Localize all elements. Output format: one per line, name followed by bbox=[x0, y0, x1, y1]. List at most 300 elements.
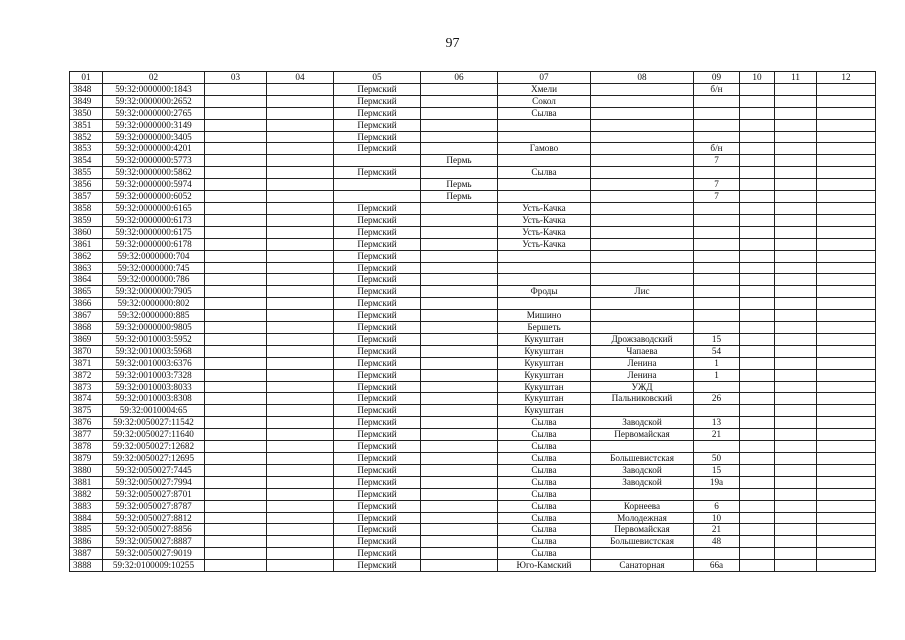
table-cell bbox=[591, 322, 694, 334]
table-cell bbox=[205, 453, 267, 465]
table-cell bbox=[267, 179, 334, 191]
table-cell: Пермский bbox=[334, 226, 421, 238]
table-cell bbox=[740, 191, 775, 203]
table-cell: Пермский bbox=[334, 298, 421, 310]
table-cell: 59:32:0000000:2765 bbox=[103, 107, 205, 119]
table-cell bbox=[817, 333, 876, 345]
table-cell: 19а bbox=[694, 476, 740, 488]
table-cell bbox=[421, 333, 498, 345]
table-cell: 59:32:0050027:8856 bbox=[103, 524, 205, 536]
table-cell: 3885 bbox=[70, 524, 103, 536]
table-cell bbox=[817, 226, 876, 238]
table-row bbox=[70, 429, 876, 441]
table-cell bbox=[740, 274, 775, 286]
table-cell bbox=[205, 286, 267, 298]
table-cell: Сылва bbox=[498, 441, 591, 453]
table-cell bbox=[421, 286, 498, 298]
table-cell bbox=[591, 83, 694, 95]
table-cell: 50 bbox=[694, 453, 740, 465]
table-cell: Сылва bbox=[498, 476, 591, 488]
table-cell bbox=[205, 191, 267, 203]
table-cell bbox=[591, 95, 694, 107]
table-row bbox=[70, 155, 876, 167]
table-cell bbox=[267, 369, 334, 381]
table-cell bbox=[205, 202, 267, 214]
table-cell bbox=[694, 95, 740, 107]
table-cell bbox=[740, 500, 775, 512]
table-cell bbox=[775, 143, 817, 155]
table-cell: 3859 bbox=[70, 214, 103, 226]
table-cell bbox=[267, 524, 334, 536]
table-cell bbox=[205, 357, 267, 369]
table-cell bbox=[267, 262, 334, 274]
table-cell: 1 bbox=[694, 369, 740, 381]
table-cell bbox=[740, 238, 775, 250]
table-cell: б/н bbox=[694, 143, 740, 155]
table-cell bbox=[267, 238, 334, 250]
table-cell: Кукуштан bbox=[498, 345, 591, 357]
table-cell bbox=[817, 262, 876, 274]
table-cell: Заводской bbox=[591, 464, 694, 476]
table-cell bbox=[205, 107, 267, 119]
table-cell: Большевистская bbox=[591, 536, 694, 548]
table-cell bbox=[267, 274, 334, 286]
table-cell: 3865 bbox=[70, 286, 103, 298]
table-row bbox=[70, 83, 876, 95]
table-row bbox=[70, 417, 876, 429]
table-cell bbox=[775, 286, 817, 298]
table-cell: Заводской bbox=[591, 476, 694, 488]
table-cell: Мишино bbox=[498, 310, 591, 322]
table-cell bbox=[498, 298, 591, 310]
table-cell: 6 bbox=[694, 500, 740, 512]
table-cell bbox=[694, 131, 740, 143]
table-row bbox=[70, 310, 876, 322]
table-row bbox=[70, 238, 876, 250]
table-row bbox=[70, 274, 876, 286]
table-cell bbox=[817, 250, 876, 262]
table-cell bbox=[205, 250, 267, 262]
table-cell: Усть-Качка bbox=[498, 226, 591, 238]
table-cell bbox=[421, 476, 498, 488]
table-cell: 21 bbox=[694, 429, 740, 441]
table-cell bbox=[205, 167, 267, 179]
table-cell bbox=[775, 429, 817, 441]
column-header: 01 bbox=[70, 72, 103, 84]
table-cell bbox=[775, 298, 817, 310]
table-cell bbox=[775, 512, 817, 524]
table-cell bbox=[421, 262, 498, 274]
table-cell: 3849 bbox=[70, 95, 103, 107]
table-cell: 59:32:0000000:704 bbox=[103, 250, 205, 262]
table-cell bbox=[205, 560, 267, 572]
table-cell bbox=[740, 548, 775, 560]
table-row bbox=[70, 524, 876, 536]
table-cell: 3888 bbox=[70, 560, 103, 572]
table-cell bbox=[775, 179, 817, 191]
table-cell: 59:32:0050027:7994 bbox=[103, 476, 205, 488]
table-cell bbox=[817, 310, 876, 322]
table-row bbox=[70, 500, 876, 512]
table-cell bbox=[740, 226, 775, 238]
table-cell bbox=[740, 262, 775, 274]
table-cell bbox=[205, 274, 267, 286]
table-cell bbox=[740, 143, 775, 155]
table-cell bbox=[775, 238, 817, 250]
table-cell bbox=[775, 191, 817, 203]
table-cell bbox=[775, 250, 817, 262]
table-cell bbox=[591, 214, 694, 226]
table-cell bbox=[817, 476, 876, 488]
table-cell bbox=[740, 405, 775, 417]
table-cell bbox=[421, 512, 498, 524]
table-cell: 59:32:0010003:6376 bbox=[103, 357, 205, 369]
table-cell: Сылва bbox=[498, 417, 591, 429]
table-cell bbox=[421, 83, 498, 95]
table-cell bbox=[775, 119, 817, 131]
table-cell bbox=[740, 155, 775, 167]
table-cell bbox=[740, 357, 775, 369]
table-cell: Пермский bbox=[334, 131, 421, 143]
table-cell: 3867 bbox=[70, 310, 103, 322]
table-cell: Пермский bbox=[334, 429, 421, 441]
table-cell: Гамово bbox=[498, 143, 591, 155]
table-cell: 59:32:0000000:5974 bbox=[103, 179, 205, 191]
table-cell bbox=[591, 107, 694, 119]
table-cell: Пермь bbox=[421, 179, 498, 191]
table-cell: Фроды bbox=[498, 286, 591, 298]
table-cell bbox=[421, 298, 498, 310]
table-cell bbox=[421, 488, 498, 500]
table-cell: 3870 bbox=[70, 345, 103, 357]
table-cell bbox=[205, 464, 267, 476]
table-cell: 3856 bbox=[70, 179, 103, 191]
table-cell bbox=[775, 393, 817, 405]
table-cell bbox=[205, 179, 267, 191]
table-cell: 59:32:0000000:6052 bbox=[103, 191, 205, 203]
table-cell bbox=[775, 333, 817, 345]
table-cell bbox=[740, 464, 775, 476]
table-cell: Пермский bbox=[334, 500, 421, 512]
table-cell: Первомайская bbox=[591, 524, 694, 536]
table-cell bbox=[694, 381, 740, 393]
table-row bbox=[70, 512, 876, 524]
table-cell bbox=[740, 417, 775, 429]
table-cell bbox=[205, 429, 267, 441]
table-cell: 3881 bbox=[70, 476, 103, 488]
table-cell bbox=[267, 536, 334, 548]
table-cell bbox=[267, 560, 334, 572]
table-cell bbox=[775, 381, 817, 393]
table-cell bbox=[205, 333, 267, 345]
table-cell: Пермский bbox=[334, 560, 421, 572]
table-cell: Пермский bbox=[334, 453, 421, 465]
table-cell: 59:32:0050027:8812 bbox=[103, 512, 205, 524]
table-cell bbox=[205, 310, 267, 322]
column-header: 04 bbox=[267, 72, 334, 84]
table-cell: 59:32:0000000:6178 bbox=[103, 238, 205, 250]
table-cell: 3864 bbox=[70, 274, 103, 286]
table-cell bbox=[267, 250, 334, 262]
table-cell: 3857 bbox=[70, 191, 103, 203]
table-row bbox=[70, 107, 876, 119]
table-cell bbox=[817, 441, 876, 453]
table-cell: Пермский bbox=[334, 369, 421, 381]
table-cell bbox=[205, 95, 267, 107]
table-cell: 3853 bbox=[70, 143, 103, 155]
table-cell bbox=[740, 441, 775, 453]
table-cell: 59:32:0050027:12695 bbox=[103, 453, 205, 465]
table-cell: 3851 bbox=[70, 119, 103, 131]
table-cell bbox=[775, 488, 817, 500]
table-cell bbox=[775, 107, 817, 119]
table-cell bbox=[740, 119, 775, 131]
table-cell bbox=[817, 119, 876, 131]
table-cell: 3879 bbox=[70, 453, 103, 465]
table-row bbox=[70, 476, 876, 488]
table-cell: Заводской bbox=[591, 417, 694, 429]
table-cell bbox=[775, 167, 817, 179]
table-cell bbox=[421, 167, 498, 179]
table-cell bbox=[740, 107, 775, 119]
table-cell: 59:32:0000000:7905 bbox=[103, 286, 205, 298]
table-cell: 59:32:0000000:745 bbox=[103, 262, 205, 274]
table-cell: Юго-Камский bbox=[498, 560, 591, 572]
table-cell: Пермский bbox=[334, 345, 421, 357]
table-cell bbox=[817, 191, 876, 203]
table-cell bbox=[775, 405, 817, 417]
table-cell: Ленина bbox=[591, 357, 694, 369]
table-cell bbox=[740, 298, 775, 310]
table-cell bbox=[817, 322, 876, 334]
table-cell bbox=[817, 429, 876, 441]
table-cell bbox=[267, 429, 334, 441]
table-cell bbox=[421, 453, 498, 465]
table-cell bbox=[498, 250, 591, 262]
table-cell bbox=[591, 548, 694, 560]
table-row bbox=[70, 369, 876, 381]
table-cell: 59:32:0050027:9019 bbox=[103, 548, 205, 560]
table-row bbox=[70, 298, 876, 310]
table-cell: 3884 bbox=[70, 512, 103, 524]
table-cell: 10 bbox=[694, 512, 740, 524]
table-cell: 3871 bbox=[70, 357, 103, 369]
table-cell: 59:32:0000000:6165 bbox=[103, 202, 205, 214]
table-cell bbox=[817, 202, 876, 214]
table-cell bbox=[421, 202, 498, 214]
table-row bbox=[70, 250, 876, 262]
table-cell bbox=[775, 202, 817, 214]
table-cell bbox=[205, 131, 267, 143]
table-cell bbox=[205, 83, 267, 95]
table-cell: 59:32:0000000:885 bbox=[103, 310, 205, 322]
table-cell bbox=[267, 131, 334, 143]
column-header: 10 bbox=[740, 72, 775, 84]
table-cell: 59:32:0000000:5862 bbox=[103, 167, 205, 179]
table-cell: Сылва bbox=[498, 488, 591, 500]
table-cell bbox=[591, 179, 694, 191]
table-cell: 13 bbox=[694, 417, 740, 429]
table-cell bbox=[740, 167, 775, 179]
table-cell: 3863 bbox=[70, 262, 103, 274]
table-cell bbox=[421, 143, 498, 155]
table-cell: 3868 bbox=[70, 322, 103, 334]
table-cell bbox=[775, 464, 817, 476]
table-body bbox=[70, 83, 876, 571]
table-cell bbox=[205, 298, 267, 310]
table-cell bbox=[775, 476, 817, 488]
table-cell: Пермский bbox=[334, 202, 421, 214]
table-row bbox=[70, 345, 876, 357]
table-cell bbox=[421, 214, 498, 226]
table-cell: Пермский bbox=[334, 143, 421, 155]
table-cell bbox=[421, 417, 498, 429]
table-cell bbox=[267, 95, 334, 107]
column-header: 05 bbox=[334, 72, 421, 84]
table-cell: 3848 bbox=[70, 83, 103, 95]
table-cell bbox=[740, 322, 775, 334]
table-cell bbox=[694, 548, 740, 560]
table-cell bbox=[267, 83, 334, 95]
table-cell bbox=[694, 202, 740, 214]
table-cell: 59:32:0010003:8033 bbox=[103, 381, 205, 393]
table-cell bbox=[817, 345, 876, 357]
table-cell: Пермский bbox=[334, 107, 421, 119]
table-cell: Кукуштан bbox=[498, 381, 591, 393]
table-cell bbox=[817, 500, 876, 512]
table-cell bbox=[740, 524, 775, 536]
table-cell: 1 bbox=[694, 357, 740, 369]
table-cell bbox=[817, 524, 876, 536]
table-cell bbox=[421, 226, 498, 238]
table-cell bbox=[205, 441, 267, 453]
table-cell bbox=[421, 107, 498, 119]
table-cell bbox=[694, 238, 740, 250]
table-cell bbox=[267, 202, 334, 214]
table-row bbox=[70, 464, 876, 476]
table-cell: Пермский bbox=[334, 95, 421, 107]
table-cell: Хмели bbox=[498, 83, 591, 95]
table-cell: 3874 bbox=[70, 393, 103, 405]
table-cell bbox=[591, 488, 694, 500]
table-cell bbox=[421, 95, 498, 107]
table-cell bbox=[421, 500, 498, 512]
table-cell: 59:32:0050027:12682 bbox=[103, 441, 205, 453]
table-cell bbox=[817, 131, 876, 143]
table-cell: 59:32:0050027:7445 bbox=[103, 464, 205, 476]
table-cell bbox=[817, 405, 876, 417]
table-row bbox=[70, 262, 876, 274]
table-cell bbox=[817, 179, 876, 191]
table-cell bbox=[740, 393, 775, 405]
table-cell: 59:32:0000000:5773 bbox=[103, 155, 205, 167]
table-cell: Сылва bbox=[498, 429, 591, 441]
table-cell bbox=[334, 179, 421, 191]
table-cell: 59:32:0000000:6175 bbox=[103, 226, 205, 238]
table-cell bbox=[591, 131, 694, 143]
table-cell bbox=[205, 226, 267, 238]
table-cell bbox=[205, 405, 267, 417]
table-cell bbox=[740, 83, 775, 95]
table-cell bbox=[267, 333, 334, 345]
table-cell: 3876 bbox=[70, 417, 103, 429]
table-cell bbox=[775, 441, 817, 453]
table-row bbox=[70, 191, 876, 203]
table-cell: Пермь bbox=[421, 155, 498, 167]
table-cell: Пермский bbox=[334, 393, 421, 405]
table-cell bbox=[267, 167, 334, 179]
table-cell: Кукуштан bbox=[498, 357, 591, 369]
table-cell bbox=[694, 107, 740, 119]
table-cell: Корнеева bbox=[591, 500, 694, 512]
table-cell bbox=[421, 393, 498, 405]
table-cell bbox=[421, 536, 498, 548]
table-cell: Кукуштан bbox=[498, 393, 591, 405]
table-cell bbox=[205, 322, 267, 334]
table-cell bbox=[740, 250, 775, 262]
table-cell bbox=[421, 405, 498, 417]
table-row bbox=[70, 333, 876, 345]
table-cell: Пермь bbox=[421, 191, 498, 203]
table-cell bbox=[267, 155, 334, 167]
table-cell bbox=[740, 95, 775, 107]
table-cell bbox=[775, 274, 817, 286]
table-cell: Сылва bbox=[498, 453, 591, 465]
table-cell bbox=[817, 536, 876, 548]
table-cell: 3883 bbox=[70, 500, 103, 512]
table-cell bbox=[498, 274, 591, 286]
table-cell: Пермский bbox=[334, 262, 421, 274]
table-cell bbox=[740, 202, 775, 214]
table-cell bbox=[267, 512, 334, 524]
table-cell bbox=[205, 119, 267, 131]
table-cell bbox=[267, 441, 334, 453]
table-cell bbox=[740, 476, 775, 488]
table-cell: 3887 bbox=[70, 548, 103, 560]
table-cell: 3869 bbox=[70, 333, 103, 345]
column-header: 08 bbox=[591, 72, 694, 84]
table-cell bbox=[817, 95, 876, 107]
table-cell bbox=[267, 226, 334, 238]
table-cell bbox=[817, 548, 876, 560]
table-cell bbox=[421, 310, 498, 322]
table-cell: 59:32:0100009:10255 bbox=[103, 560, 205, 572]
table-row bbox=[70, 393, 876, 405]
table-cell bbox=[775, 560, 817, 572]
table-row bbox=[70, 381, 876, 393]
table-cell: 48 bbox=[694, 536, 740, 548]
table-cell bbox=[267, 191, 334, 203]
table-cell bbox=[817, 417, 876, 429]
table-row bbox=[70, 405, 876, 417]
table-cell bbox=[694, 214, 740, 226]
table-row bbox=[70, 179, 876, 191]
table-cell bbox=[205, 512, 267, 524]
table-cell bbox=[775, 357, 817, 369]
table-cell: Сылва bbox=[498, 464, 591, 476]
table-cell: Сылва bbox=[498, 500, 591, 512]
table-cell: Сылва bbox=[498, 524, 591, 536]
table-cell bbox=[694, 298, 740, 310]
table-cell bbox=[267, 405, 334, 417]
table-cell bbox=[421, 345, 498, 357]
table-cell: Санаторная bbox=[591, 560, 694, 572]
table-cell: 7 bbox=[694, 191, 740, 203]
register-table bbox=[69, 71, 876, 572]
table-cell: Первомайская bbox=[591, 429, 694, 441]
table-cell bbox=[205, 417, 267, 429]
table-cell: б/н bbox=[694, 83, 740, 95]
